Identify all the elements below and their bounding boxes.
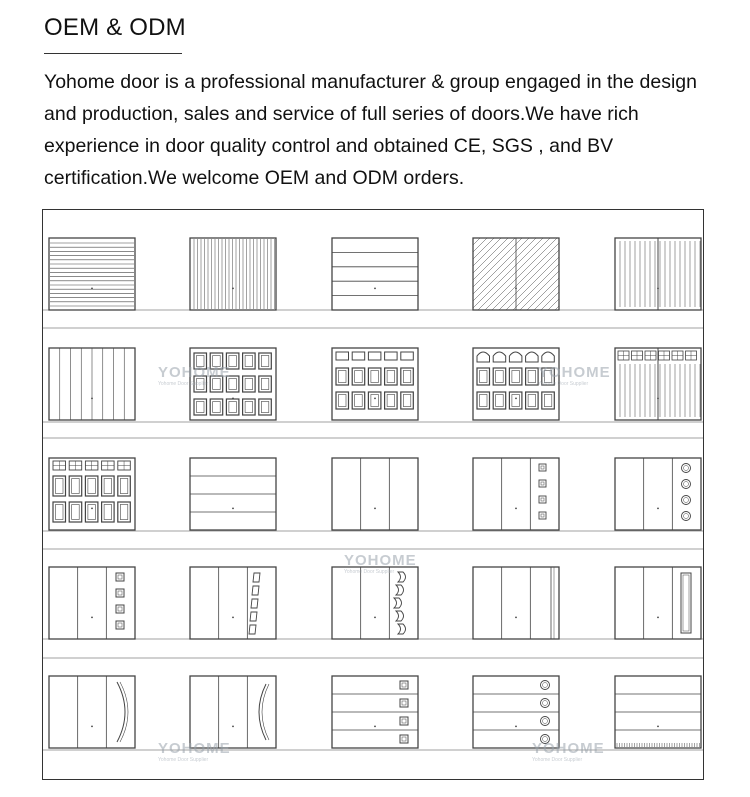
door-drawing-raised-panel-window — [332, 348, 418, 420]
door-drawing-three-panel-square-windows — [473, 458, 559, 530]
intro-paragraph: Yohome door is a professional manufacturer & group engaged in the design and production, sales and service of full series of doors.We have rich experience in door quality control and obtained CE, SGS , and BV certification.We welcome OEM and ODM orders. — [44, 71, 697, 189]
door-drawing-sectional-plain — [332, 238, 418, 310]
door-drawing-three-panel-plain — [332, 458, 418, 530]
door-drawing-three-panel-arc-handle — [49, 676, 135, 748]
door-drawing-vertical-plank — [49, 348, 135, 420]
door-drawing-sectional-round-lites — [473, 676, 559, 748]
door-drawing-three-panel-round-windows — [615, 458, 701, 530]
title-underline — [44, 53, 182, 54]
door-catalog-panel — [42, 209, 704, 780]
door-drawing-three-panel-square-windows-b — [49, 567, 135, 639]
door-drawing-sectional-vent-strip — [615, 676, 701, 748]
door-drawing-three-panel-long-window — [615, 567, 701, 639]
watermark: YOHOME Yohome Door Supplier — [532, 740, 605, 763]
door-drawing-ribbed-window-double — [615, 348, 701, 420]
door-catalog-drawing — [43, 210, 703, 779]
door-drawing-sectional-square-lites — [332, 676, 418, 748]
watermark: YOHOME Yohome Door Supplier — [538, 364, 611, 387]
door-drawing-vertical-ribbed — [190, 238, 276, 310]
door-drawing-three-panel-arc-handle-b — [190, 676, 276, 748]
watermark: YOHOME Yohome Door Supplier — [344, 552, 417, 575]
door-drawing-three-panel-curved-slot — [190, 567, 276, 639]
door-drawing-three-panel-arc-lites — [332, 567, 418, 639]
watermark: YOHOME Yohome Door Supplier — [158, 364, 231, 387]
door-drawing-grid-window-panel — [49, 458, 135, 530]
door-drawing-diagonal-double — [401, 238, 627, 310]
page-title: OEM & ODM — [44, 14, 186, 41]
door-drawing-sectional-4-panel — [190, 458, 276, 530]
watermark: YOHOME Yohome Door Supplier — [158, 740, 231, 763]
door-drawing-roller-horizontal — [49, 238, 135, 310]
door-drawing-vertical-double — [615, 238, 701, 310]
door-drawing-three-panel-side-stile — [473, 567, 559, 639]
